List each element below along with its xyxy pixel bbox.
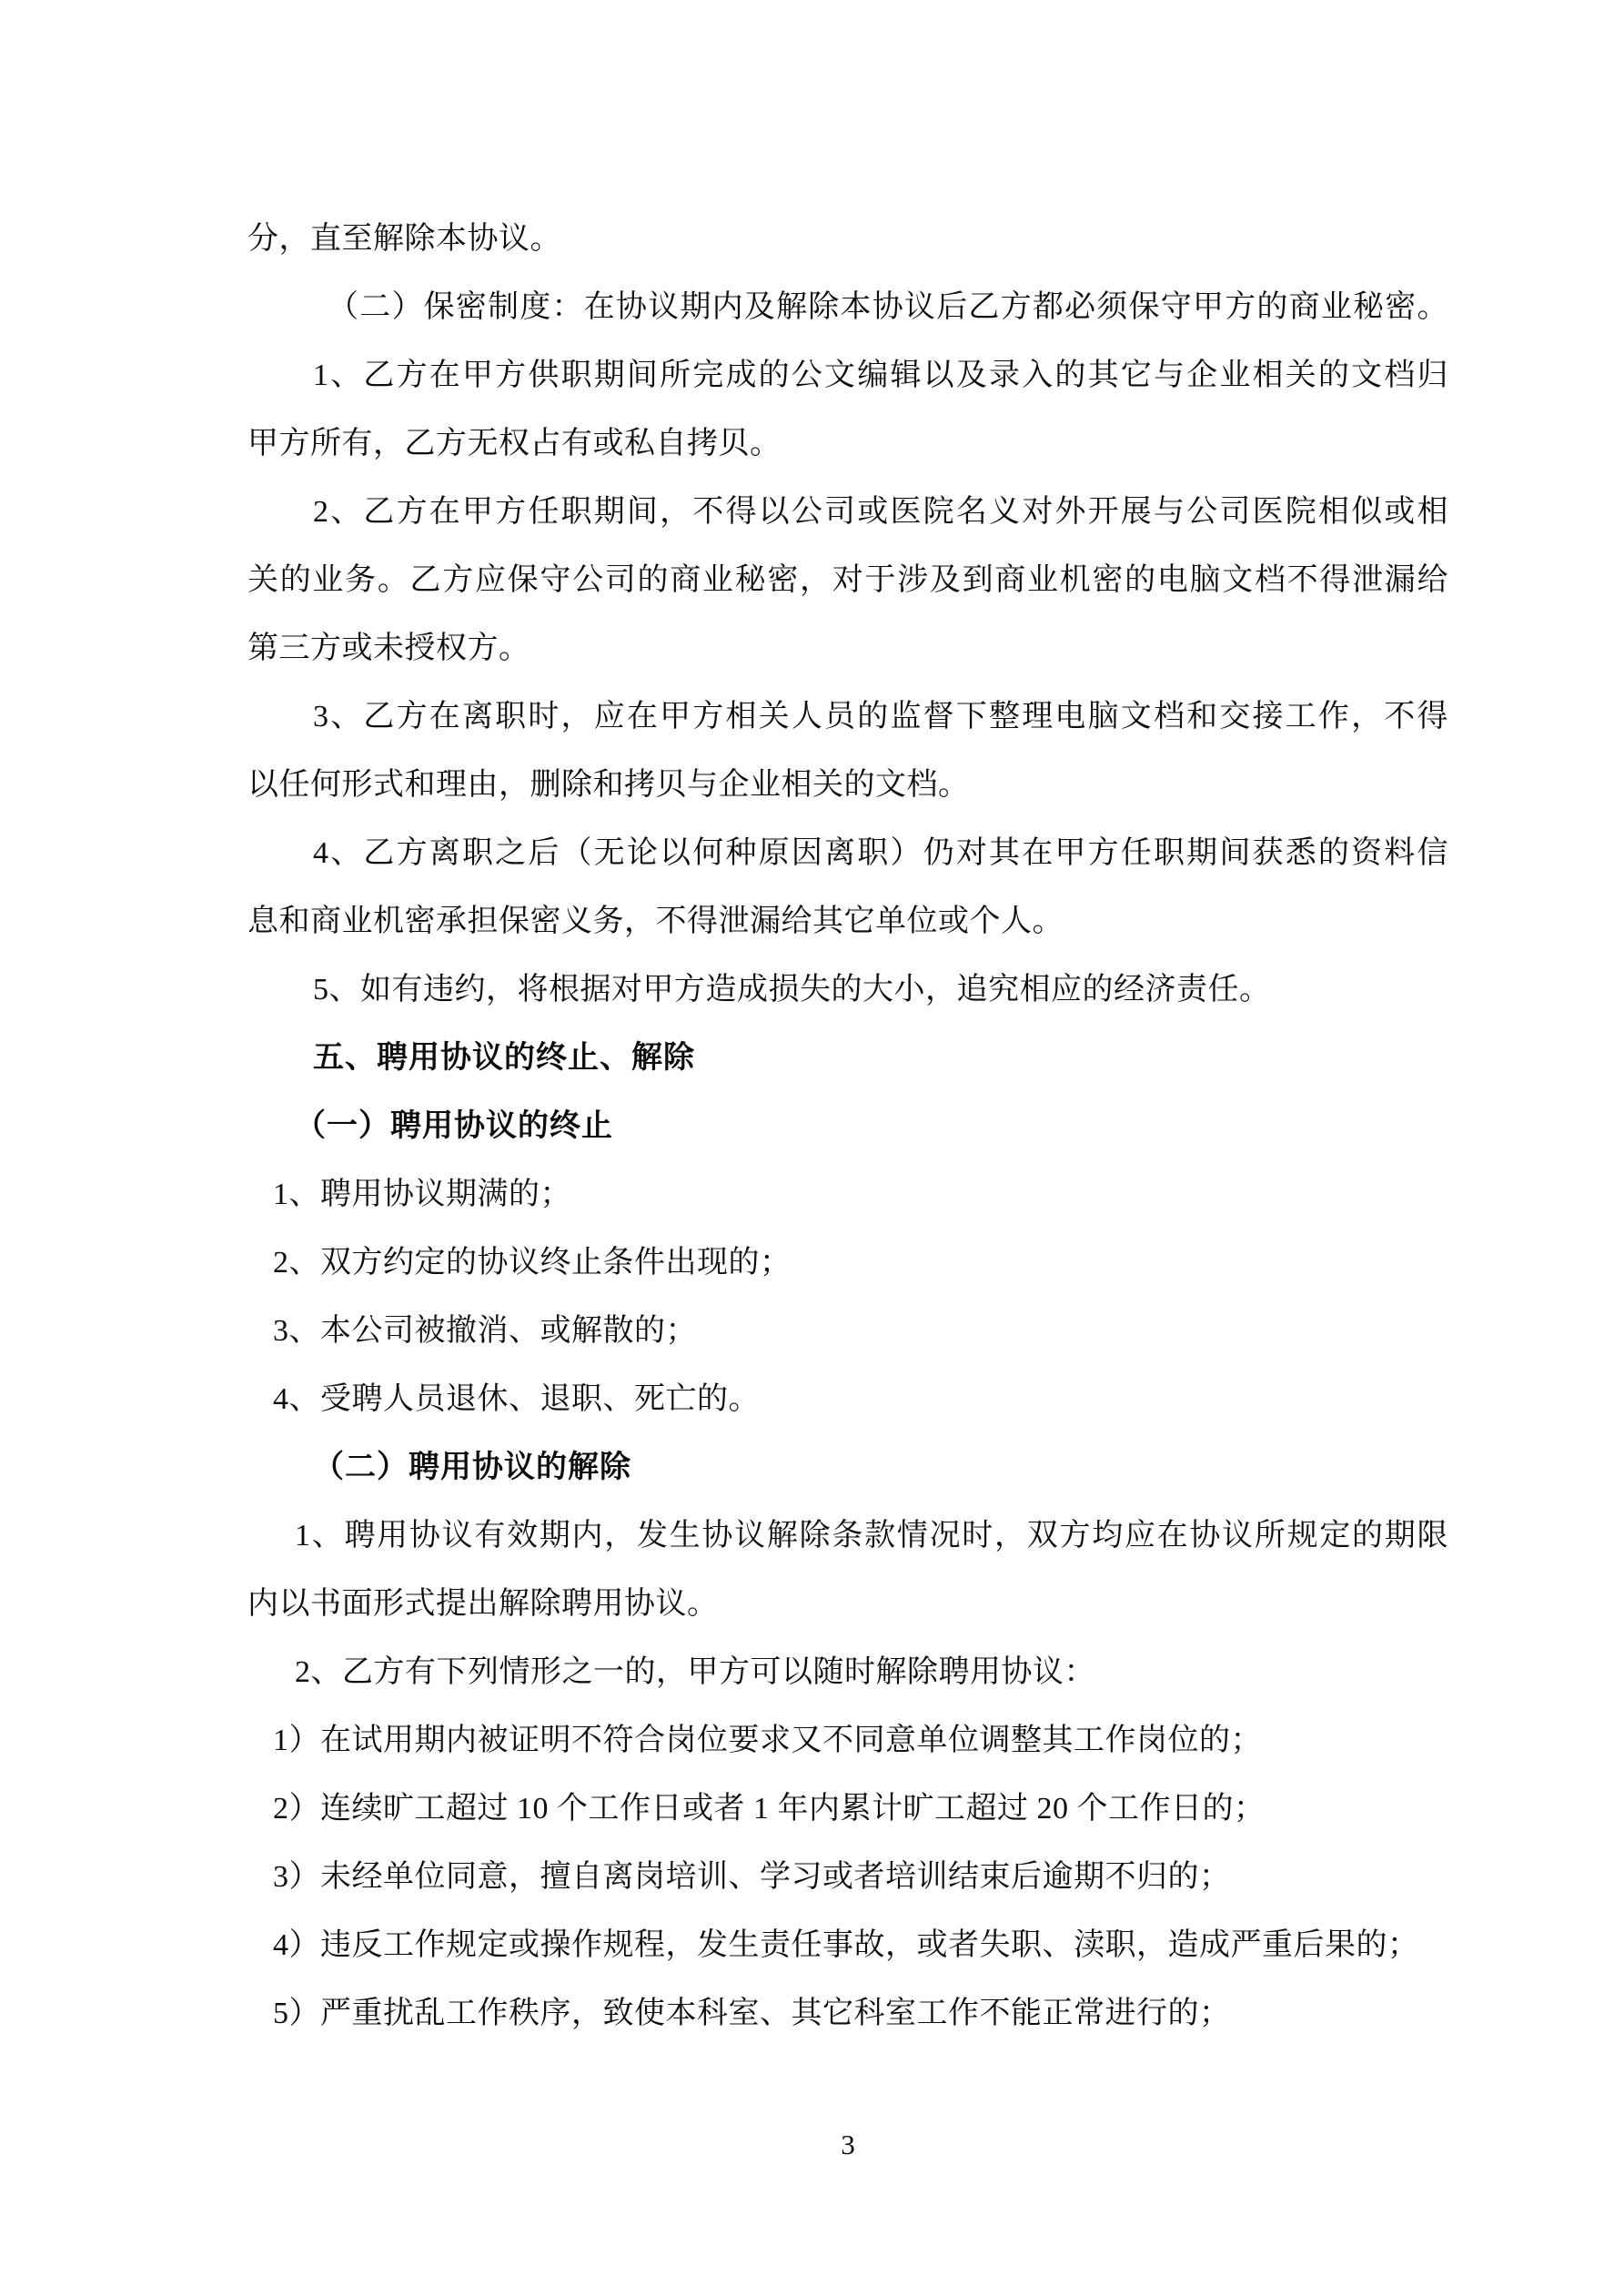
text-line: 1、聘用协议有效期内，发生协议解除条款情况时，双方均应在协议所规定的期限 [295, 1519, 1448, 1553]
text-line: 1、聘用协议期满的； [273, 1178, 571, 1211]
text-line: 5）严重扰乱工作秩序，致使本科室、其它科室工作不能正常进行的； [273, 1997, 1231, 2030]
text-line: 分，直至解除本协议。 [247, 222, 561, 256]
heading-line: （一）聘用协议的终止 [295, 1108, 613, 1143]
text-line: 关的业务。乙方应保守公司的商业秘密，对于涉及到商业机密的电脑文档不得泄漏给 [247, 563, 1448, 597]
document-body [247, 205, 1448, 2048]
text-line: 2、双方约定的协议终止条件出现的； [273, 1246, 792, 1279]
text-line: 第三方或未授权方。 [247, 632, 530, 665]
text-line: 3）未经单位同意，擅自离岗培训、学习或者培训结束后逾期不归的； [273, 1860, 1231, 1894]
text-line: 内以书面形式提出解除聘用协议。 [247, 1587, 719, 1621]
text-line: 3、本公司被撤消、或解散的； [273, 1314, 697, 1348]
heading-line: （二）聘用协议的解除 [313, 1450, 631, 1484]
text-line: 5、如有违约，将根据对甲方造成损失的大小，追究相应的经济责任。 [313, 973, 1271, 1006]
text-line: （二）保密制度：在协议期内及解除本协议后乙方都必须保守甲方的商业秘密。 [328, 290, 1448, 324]
text-line: 以任何形式和理由，删除和拷贝与企业相关的文档。 [247, 768, 970, 802]
text-line: 2、乙方在甲方任职期间，不得以公司或医院名义对外开展与公司医院相似或相 [313, 495, 1448, 529]
text-line: 4、受聘人员退休、退职、死亡的。 [273, 1382, 760, 1416]
text-line: 1）在试用期内被证明不符合岗位要求又不同意单位调整其工作岗位的； [273, 1724, 1262, 1757]
text-line: 甲方所有，乙方无权占有或私自拷贝。 [247, 427, 782, 460]
page-number: 3 [841, 2129, 855, 2160]
text-line: 2）连续旷工超过 10 个工作日或者 1 年内累计旷工超过 20 个工作日的； [273, 1792, 1266, 1826]
text-line: 4）违反工作规定或操作规程，发生责任事故，或者失职、渎职，造成严重后果的； [273, 1928, 1419, 1962]
heading-line: 五、聘用协议的终止、解除 [313, 1040, 695, 1075]
page-footer [247, 2122, 1448, 2168]
text-line: 3、乙方在离职时，应在甲方相关人员的监督下整理电脑文档和交接工作，不得 [313, 700, 1448, 733]
text-line: 1、乙方在甲方供职期间所完成的公文编辑以及录入的其它与企业相关的文档归 [313, 359, 1448, 392]
text-line: 4、乙方离职之后（无论以何种原因离职）仍对其在甲方任职期间获悉的资料信 [313, 836, 1448, 870]
text-line: 2、乙方有下列情形之一的，甲方可以随时解除聘用协议： [295, 1655, 1095, 1689]
text-line: 息和商业机密承担保密义务，不得泄漏给其它单位或个人。 [247, 905, 1064, 938]
